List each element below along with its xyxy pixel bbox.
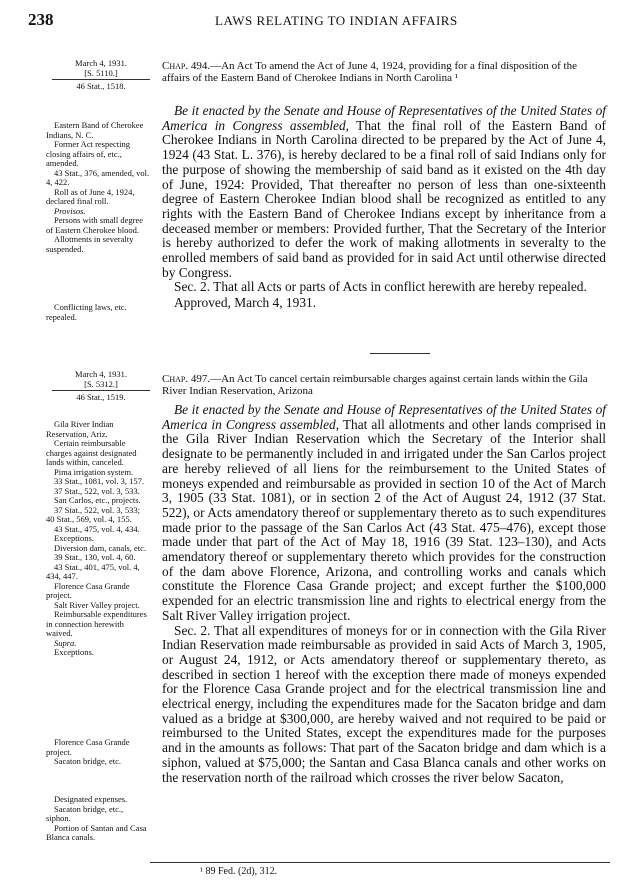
act1-body bbox=[162, 104, 606, 310]
margin-note: 37 Stat., 522, vol. 3, 533. bbox=[54, 485, 140, 496]
margin-note: Provisos. bbox=[54, 205, 86, 216]
margin-note: Pima irrigation system. bbox=[54, 466, 134, 477]
margin-note: 43 Stat., 376, amended, vol. 4, 422. bbox=[46, 167, 150, 187]
margin-note: San Carlos, etc., projects. bbox=[54, 495, 141, 505]
act2-date: March 4, 1931. bbox=[75, 369, 127, 379]
margin-note: Roll as of June 4, 1924, declared final roll. bbox=[46, 186, 135, 206]
act2-stat: 46 Stat., 1519. bbox=[76, 392, 126, 402]
act2-section1 bbox=[162, 403, 606, 624]
act2-chapter-label: Chap. 497. bbox=[162, 373, 211, 385]
margin-note: Conflicting laws, etc. repealed. bbox=[46, 302, 127, 322]
page-number: 238 bbox=[28, 10, 54, 29]
act2-bill: [S. 5312.] bbox=[84, 379, 118, 389]
act1-date: March 4, 1931. bbox=[75, 58, 127, 68]
act-separator-rule bbox=[370, 353, 430, 354]
margin-note: Sacaton bridge, etc. bbox=[54, 756, 122, 766]
act2-enacting-clause: Be it enacted by the Senate and House of Representatives of the United States of America in Congress assembled, bbox=[162, 402, 606, 432]
margin-note: Supra. bbox=[54, 637, 77, 648]
margin-note: Eastern Band of Cherokee Indians, N. C. bbox=[46, 120, 144, 140]
act2-citation bbox=[52, 369, 150, 402]
act1-section1 bbox=[162, 104, 606, 280]
footnote: ¹ 89 Fed. (2d), 312. bbox=[200, 866, 278, 877]
margin-note: 33 Stat., 1081, vol. 3, 157. bbox=[54, 476, 144, 486]
act2-citation-rule bbox=[52, 390, 150, 391]
act1-citation bbox=[52, 58, 150, 91]
act1-chapter-title: —An Act To amend the Act of June 4, 1924, providing for a final disposition of the affairs of the Eastern Band of Cherokee Indians in North Carolina ¹ bbox=[162, 60, 577, 84]
margin-note: Florence Casa Grande project. bbox=[46, 580, 130, 600]
act1-section2: Sec. 2. That all Acts or parts of Acts in conflict herewith are hereby repealed. bbox=[174, 279, 587, 295]
act2-chapter-heading bbox=[162, 373, 606, 397]
act1-stat: 46 Stat., 1518. bbox=[76, 81, 126, 91]
margin-note: Salt River Valley project. bbox=[54, 599, 140, 610]
margin-note: 43 Stat., 401, 475, vol. 4, 434, 447. bbox=[46, 561, 140, 581]
running-title: LAWS RELATING TO INDIAN AFFAIRS bbox=[215, 13, 458, 28]
act2-body bbox=[162, 403, 606, 785]
margin-note: Portion of Santan and Casa Blanca canals. bbox=[46, 822, 147, 842]
margin-note: Certain reimbursable charges against designated lands within, canceled. bbox=[46, 438, 137, 467]
act1-citation-rule bbox=[52, 79, 150, 80]
act1-chapter-heading bbox=[162, 60, 606, 84]
act1-chapter-label: Chap. 494. bbox=[162, 60, 211, 72]
margin-note: Former Act respecting closing affairs of, etc., amended. bbox=[46, 139, 131, 168]
footnote-rule bbox=[150, 862, 610, 863]
act2-margin-notes-bottom bbox=[46, 795, 150, 843]
act1-margin-note-repeal bbox=[46, 303, 150, 322]
margin-note: Allotments in severalty suspended. bbox=[46, 234, 134, 254]
margin-note: Reimbursable expenditures in connection herewith waived. bbox=[46, 609, 147, 638]
margin-note: Persons with small degree of Eastern Cherokee blood. bbox=[46, 215, 143, 235]
margin-note: Diversion dam, canals, etc. bbox=[54, 542, 147, 553]
act1-approved: Approved, March 4, 1931. bbox=[174, 295, 317, 311]
act2-margin-notes-lower bbox=[46, 738, 150, 767]
margin-note: Exceptions. bbox=[54, 647, 94, 657]
margin-note: 39 Stat., 130, vol. 4, 60. bbox=[54, 552, 136, 562]
margin-note: Florence Casa Grande project. bbox=[46, 737, 130, 757]
act2-section2: Sec. 2. That all expenditures of moneys for or in connection with the Gila River Indian Reservation made reimbursable as provided in said Acts of March 3, 1905, or August 24, 1912, or Acts amendatory thereof or supplementary thereto, as described in section 1 hereof with the exception there made of moneys expended for the Florence Casa Grande project and for the electrical transmission line and electrical energy, including the expenditures made for the Sacaton bridge and dam valued as a bridge at $300,000, are hereby waived and not required to be paid or reimbursed to the United States, except the expenditures made for the purposes and in the amounts as follows: That part of the Sacaton bridge and dam which is a siphon, valued at $75,000; the Santan and Casa Blanca canals and other works on the reservation north of the railroad which crosses the river below Sacaton, bbox=[162, 622, 606, 785]
act1-section1-text: That the final roll of the Eastern Band of Cherokee Indians in North Carolina directed to be prepared by the Act of June 4, 1924 (43 Stat. L. 376), is hereby declared to be a final roll of said Indians only for the purpose of showing the membership of said band as it existed on the 4th day of June, 1924: Provided, That thereafter no person of less than one-sixteenth degree of Eastern Cherokee Indian blood shall be recognized as entitled to any rights with the Eastern Band of Cherokee Indians except by inheritance from a deceased member or members: Provided further, That the Secretary of the Interior is hereby authorized to defer the work of making allotments in severalty to the enrolled members of said band as provided for in said Act until otherwise directed by Congress. bbox=[162, 117, 607, 280]
margin-note: Designated expenses. bbox=[54, 794, 128, 804]
margin-note: Exceptions. bbox=[54, 533, 94, 543]
act2-chapter-title: —An Act To cancel certain reimbursable charges against certain lands within the Gila River Indian Reservation, Arizona bbox=[162, 373, 588, 397]
margin-note: Gila River Indian Reservation, Ariz. bbox=[46, 419, 114, 439]
margin-note: 37 Stat., 522, vol. 3, 533; 40 Stat., 569, vol. 4, 155. bbox=[46, 504, 140, 524]
act2-section1-text: That all allotments and other lands comprised in the Gila River Indian Reservation which the Secretary of the Interior shall designate to be permanently included in and irrigated under the San Carlos project are hereby relieved of all liens for the reimbursement to the United States of moneys expended and reimbursable as provided in section 10 of the Act of March 3, 1905 (33 Stat. 1081), or in section 2 of the Act of August 24, 1912 (37 Stat. 522), or Acts amendatory thereof or supplementary thereto as to such expenditures made prior to the passage of the San Carlos Act (43 Stat. 475–476), except those made under that part of the Act of May 18, 1916 (39 Stat. 123–130), and Acts amendatory thereof or supplementary thereto which provides for the construction of the dam above Florence, Arizona, and controlling works and canals which constitute the Florence Casa Grande project; and except further the $100,000 expended for an electric transmission line and rights to electrical energy from the Salt River Valley irrigation project. bbox=[162, 416, 607, 623]
act1-bill: [S. 5110.] bbox=[84, 68, 118, 78]
margin-note: Sacaton bridge, etc., siphon. bbox=[46, 803, 124, 823]
margin-note: 43 Stat., 475, vol. 4, 434. bbox=[54, 523, 140, 534]
act1-enacting-clause: Be it enacted by the Senate and House of Representatives of the United States of America in Congress assembled, bbox=[162, 103, 606, 133]
act1-margin-notes bbox=[46, 121, 150, 254]
act2-margin-notes bbox=[46, 420, 150, 658]
